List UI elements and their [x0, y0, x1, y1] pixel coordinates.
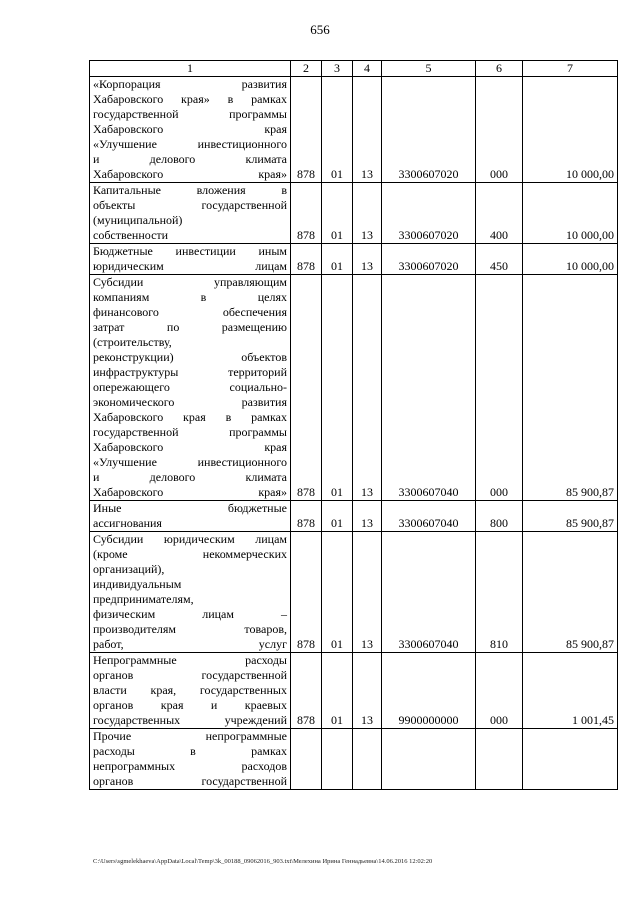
description-line: Бюджетные инвестиции иным [93, 244, 287, 258]
description-line: Хабаровского края в рамках [93, 410, 287, 424]
description-line: собственности [93, 228, 169, 242]
description-line: и делового климата [93, 470, 287, 484]
subsection-code: 13 [353, 77, 382, 183]
subsection-code: 13 [353, 244, 382, 275]
budget-table [89, 60, 618, 790]
row-description [90, 729, 291, 790]
description-line: Хабаровского края» в рамках [93, 92, 287, 106]
row-description [90, 77, 291, 183]
col-header-5: 5 [382, 61, 476, 77]
ministry-code: 878 [291, 653, 322, 729]
ministry-code: 878 [291, 275, 322, 501]
description-line: индивидуальным [93, 577, 182, 591]
col-header-4: 4 [353, 61, 382, 77]
description-line: Капитальные вложения в [93, 183, 287, 197]
target-article-code [382, 729, 476, 790]
description-line: Субсидии юридическим лицам [93, 532, 287, 546]
target-article-code: 3300607020 [382, 183, 476, 244]
target-article-code: 9900000000 [382, 653, 476, 729]
ministry-code: 878 [291, 77, 322, 183]
col-header-2: 2 [291, 61, 322, 77]
amount: 10 000,00 [523, 77, 618, 183]
subsection-code: 13 [353, 183, 382, 244]
table-row [90, 532, 618, 653]
description-line: реконструкции) объектов [93, 350, 287, 364]
ministry-code [291, 729, 322, 790]
description-line: Хабаровского края [93, 440, 287, 454]
row-description [90, 532, 291, 653]
description-line: Иные бюджетные [93, 501, 287, 515]
expense-type-code: 800 [476, 501, 523, 532]
description-line: работ, услуг [93, 637, 287, 651]
description-line: (строительству, [93, 335, 172, 349]
expense-type-code: 000 [476, 275, 523, 501]
description-line: «Улучшение инвестиционного [93, 455, 287, 469]
description-line: опережающего социально- [93, 380, 287, 394]
description-line: экономического развития [93, 395, 287, 409]
expense-type-code: 000 [476, 653, 523, 729]
description-line: производителям товаров, [93, 622, 287, 636]
description-line: Хабаровского края» [93, 167, 287, 181]
subsection-code [353, 729, 382, 790]
description-line: физическим лицам – [93, 607, 287, 621]
col-header-3: 3 [322, 61, 353, 77]
description-line: и делового климата [93, 152, 287, 166]
amount: 1 001,45 [523, 653, 618, 729]
section-code: 01 [322, 532, 353, 653]
description-line: государственной программы [93, 107, 287, 121]
section-code: 01 [322, 653, 353, 729]
col-header-1: 1 [90, 61, 291, 77]
expense-type-code [476, 729, 523, 790]
ministry-code: 878 [291, 183, 322, 244]
description-line: (муниципальной) [93, 213, 183, 227]
ministry-code: 878 [291, 532, 322, 653]
section-code: 01 [322, 183, 353, 244]
description-line: Прочие непрограммные [93, 729, 287, 743]
expense-type-code: 400 [476, 183, 523, 244]
expense-type-code: 810 [476, 532, 523, 653]
target-article-code: 3300607040 [382, 275, 476, 501]
expense-type-code: 000 [476, 77, 523, 183]
table-row [90, 183, 618, 244]
description-line: государственных учреждений [93, 713, 287, 727]
description-line: органов государственной [93, 668, 287, 682]
description-line: (кроме некоммерческих [93, 547, 287, 561]
description-line: органов государственной [93, 774, 287, 788]
description-line: государственной программы [93, 425, 287, 439]
description-line: затрат по размещению [93, 320, 287, 334]
subsection-code: 13 [353, 532, 382, 653]
amount: 85 900,87 [523, 501, 618, 532]
description-line: органов края и краевых [93, 698, 287, 712]
section-code: 01 [322, 275, 353, 501]
description-line: предпринимателям, [93, 592, 194, 606]
amount: 10 000,00 [523, 183, 618, 244]
description-line: Хабаровского края [93, 122, 287, 136]
description-line: Хабаровского края» [93, 485, 287, 499]
description-line: компаниям в целях [93, 290, 287, 304]
section-code: 01 [322, 501, 353, 532]
description-line: ассигнования [93, 516, 162, 530]
col-header-6: 6 [476, 61, 523, 77]
target-article-code: 3300607020 [382, 244, 476, 275]
description-line: Непрограммные расходы [93, 653, 287, 667]
description-line: «Улучшение инвестиционного [93, 137, 287, 151]
expense-type-code: 450 [476, 244, 523, 275]
table-row [90, 244, 618, 275]
table-row [90, 501, 618, 532]
amount: 10 000,00 [523, 244, 618, 275]
subsection-code: 13 [353, 501, 382, 532]
header-row [90, 61, 618, 77]
description-line: финансового обеспечения [93, 305, 287, 319]
description-line: Субсидии управляющим [93, 275, 287, 289]
table-row [90, 77, 618, 183]
subsection-code: 13 [353, 275, 382, 501]
subsection-code: 13 [353, 653, 382, 729]
description-line: непрограммных расходов [93, 759, 287, 773]
row-description [90, 183, 291, 244]
target-article-code: 3300607020 [382, 77, 476, 183]
description-line: юридическим лицам [93, 259, 287, 273]
target-article-code: 3300607040 [382, 532, 476, 653]
section-code: 01 [322, 77, 353, 183]
description-line: инфраструктуры территорий [93, 365, 287, 379]
target-article-code: 3300607040 [382, 501, 476, 532]
col-header-7: 7 [523, 61, 618, 77]
amount: 85 900,87 [523, 275, 618, 501]
row-description [90, 244, 291, 275]
page-number: 656 [310, 22, 330, 37]
row-description [90, 501, 291, 532]
ministry-code: 878 [291, 244, 322, 275]
description-line: организаций), [93, 562, 165, 576]
table-row [90, 729, 618, 790]
table-row [90, 653, 618, 729]
description-line: расходы в рамках [93, 744, 287, 758]
section-code: 01 [322, 244, 353, 275]
row-description [90, 653, 291, 729]
amount: 85 900,87 [523, 532, 618, 653]
table-row [90, 275, 618, 501]
amount [523, 729, 618, 790]
section-code [322, 729, 353, 790]
description-line: власти края, государственных [93, 683, 287, 697]
row-description [90, 275, 291, 501]
description-line: «Корпорация развития [93, 77, 287, 91]
file-path-footer: C:\Users\sgmelekhaeva\AppData\Local\Temp\3k_00188_09062016_903.txt\Мелехина Ирина Геннадьевна\14.06.2016 12:02:20 [93, 858, 433, 865]
description-line: объекты государственной [93, 198, 287, 212]
ministry-code: 878 [291, 501, 322, 532]
